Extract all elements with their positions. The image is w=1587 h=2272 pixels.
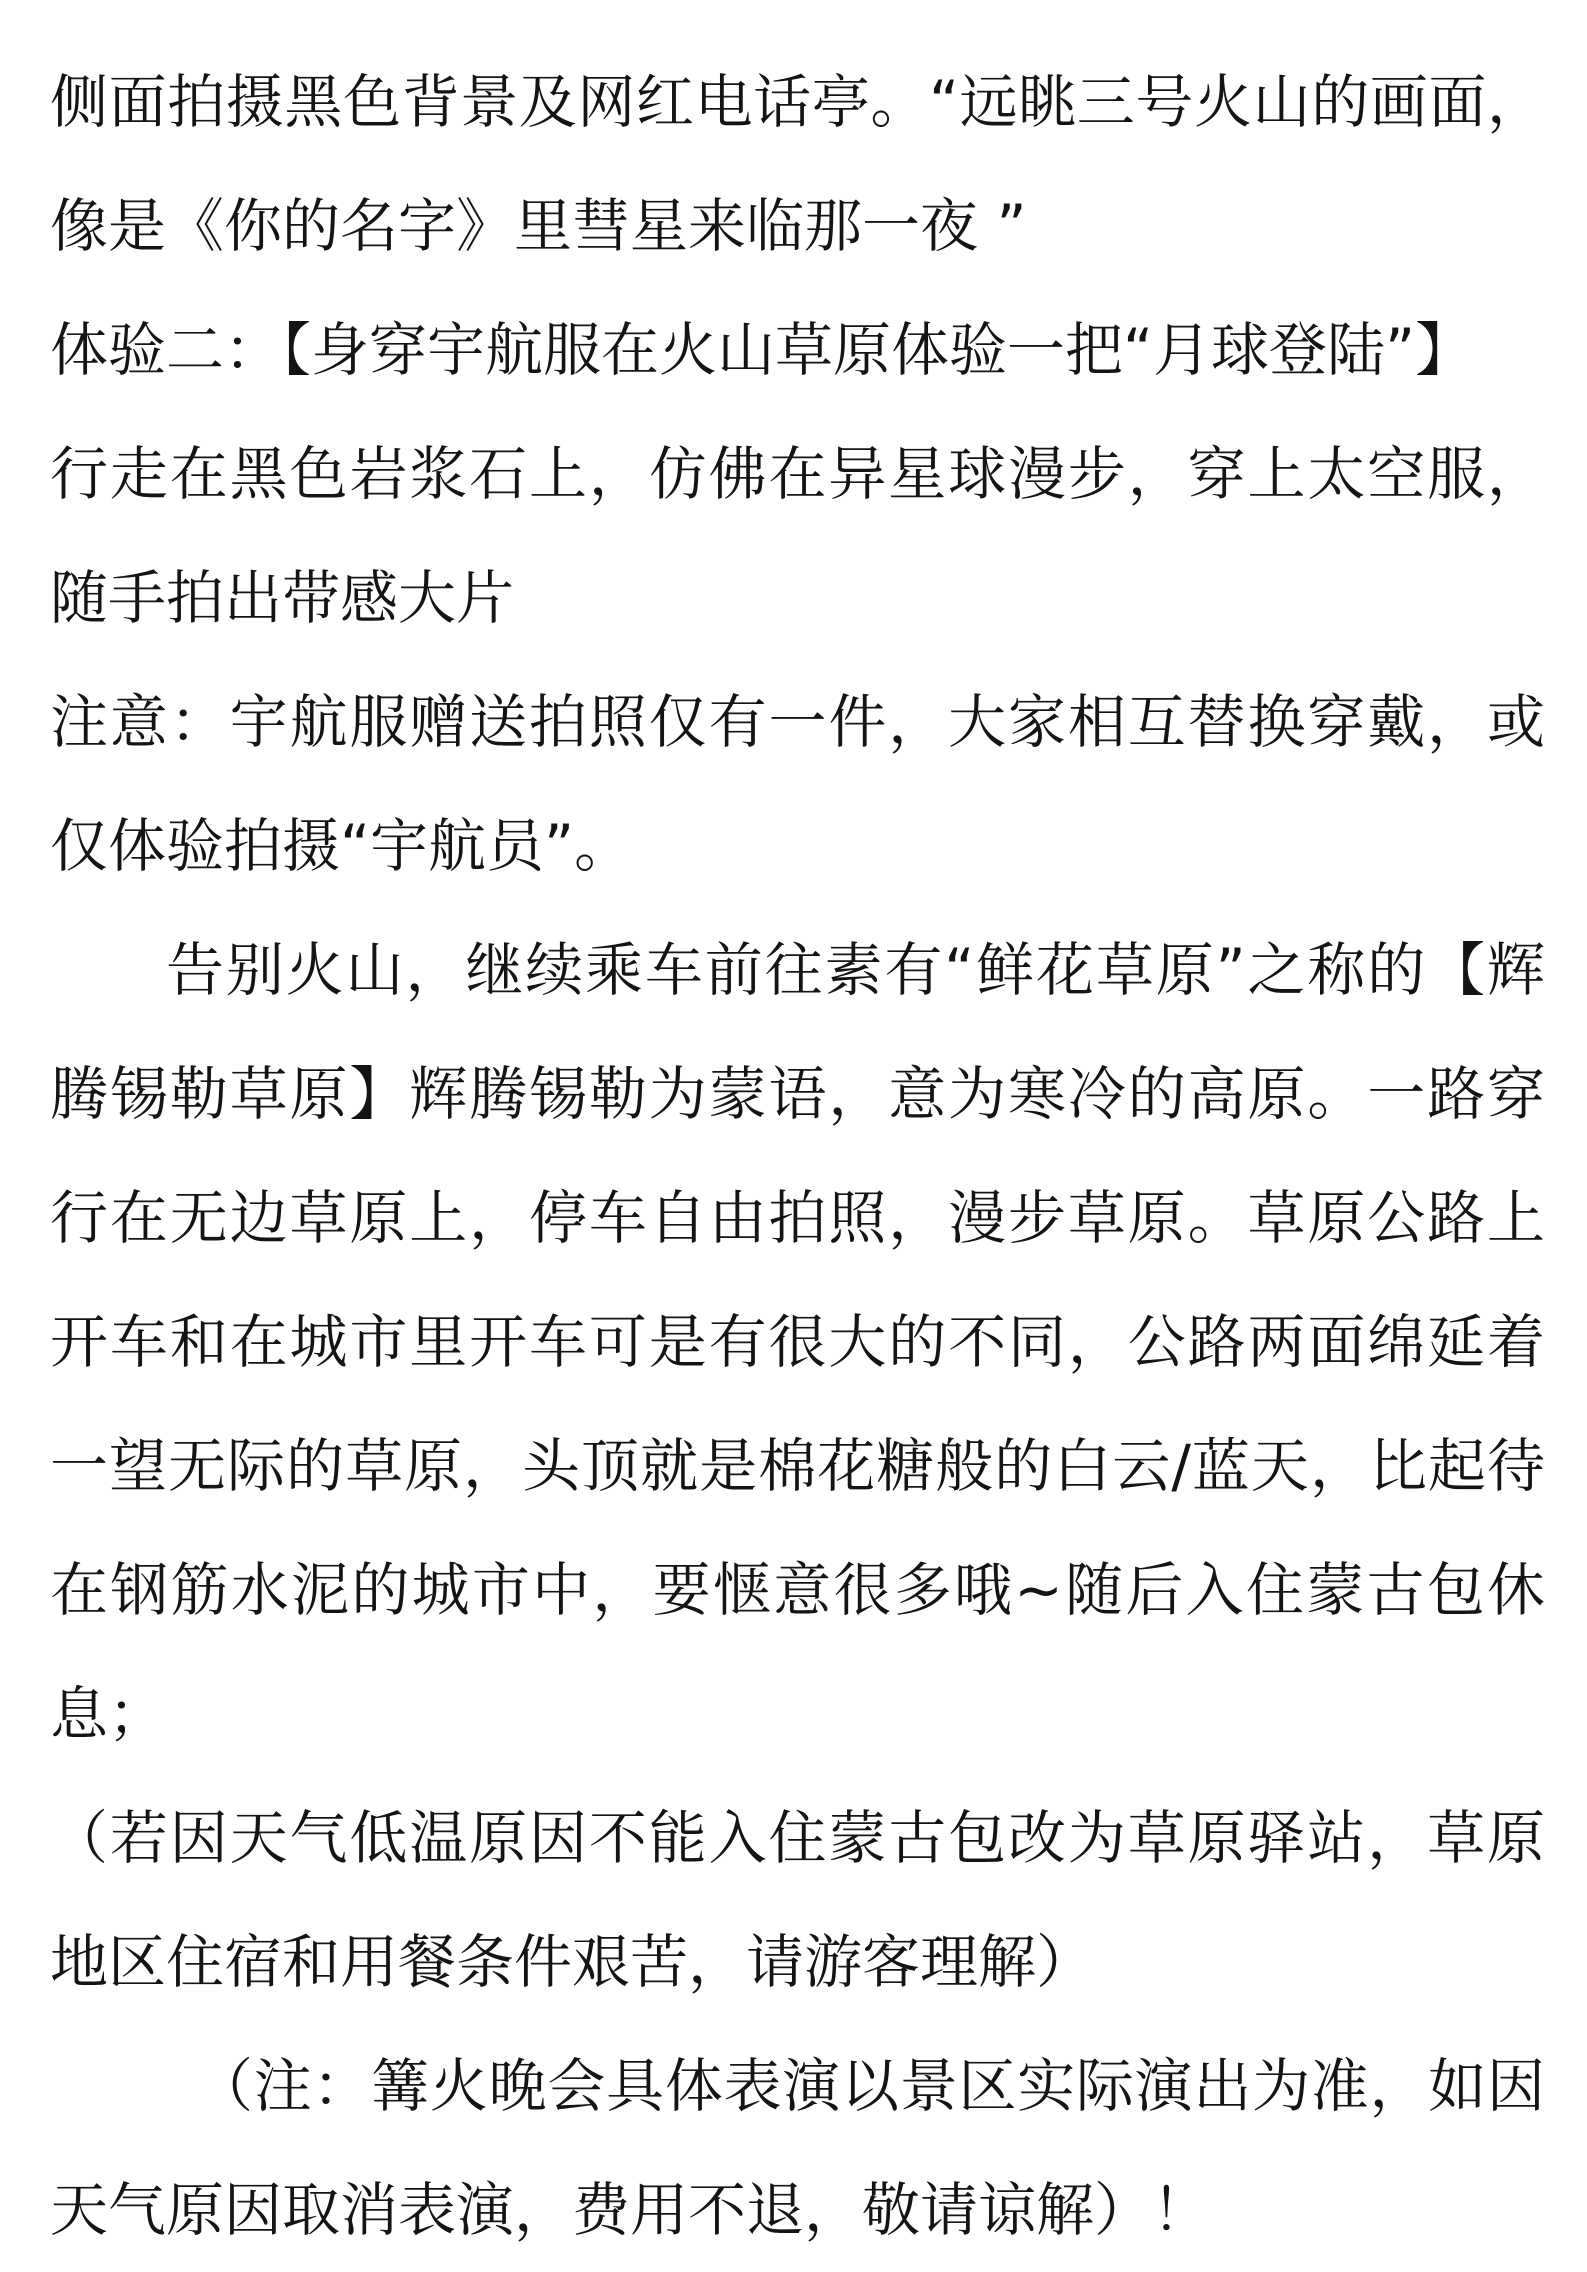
paragraph-spacesuit-note: 注意：宇航服赠送拍照仅有一件，大家相互替换穿戴，或仅体验拍摄“宇航员”。 [50,688,1545,880]
paragraph-accommodation-note: （若因天气低温原因不能入住蒙古包改为草原驿站，草原地区住宿和用餐条件艰苦，请游客理解） [50,1804,1545,1996]
paragraph-bonfire-note: （注：篝火晚会具体表演以景区实际演出为准，如因天气原因取消表演，费用不退，敬请谅解）！ [50,2052,1545,2244]
document-page [50,40,1545,2272]
paragraph-experience-two-body: 行走在黑色岩浆石上，仿佛在异星球漫步，穿上太空服，随手拍出带感大片 [50,440,1545,632]
paragraph-photo-spot: 侧面拍摄黑色背景及网红电话亭。“远眺三号火山的画面，像是《你的名字》里彗星来临那一夜 ” [50,68,1545,260]
paragraph-experience-two-title: 体验二：【身穿宇航服在火山草原体验一把“月球登陆”】 [50,316,1474,384]
paragraph-grassland-itinerary: 告别火山，继续乘车前往素有“鲜花草原”之称的【辉腾锡勒草原】辉腾锡勒为蒙语，意为寒冷的高原。一路穿行在无边草原上，停车自由拍照，漫步草原。草原公路上开车和在城市里开车可是有很大的不同，公路两面绵延着一望无际的草原，头顶就是棉花糖般的白云/蓝天，比起待在钢筋水泥的城市中，要惬意很多哦~随后入住蒙古包休息； [50,936,1545,1748]
